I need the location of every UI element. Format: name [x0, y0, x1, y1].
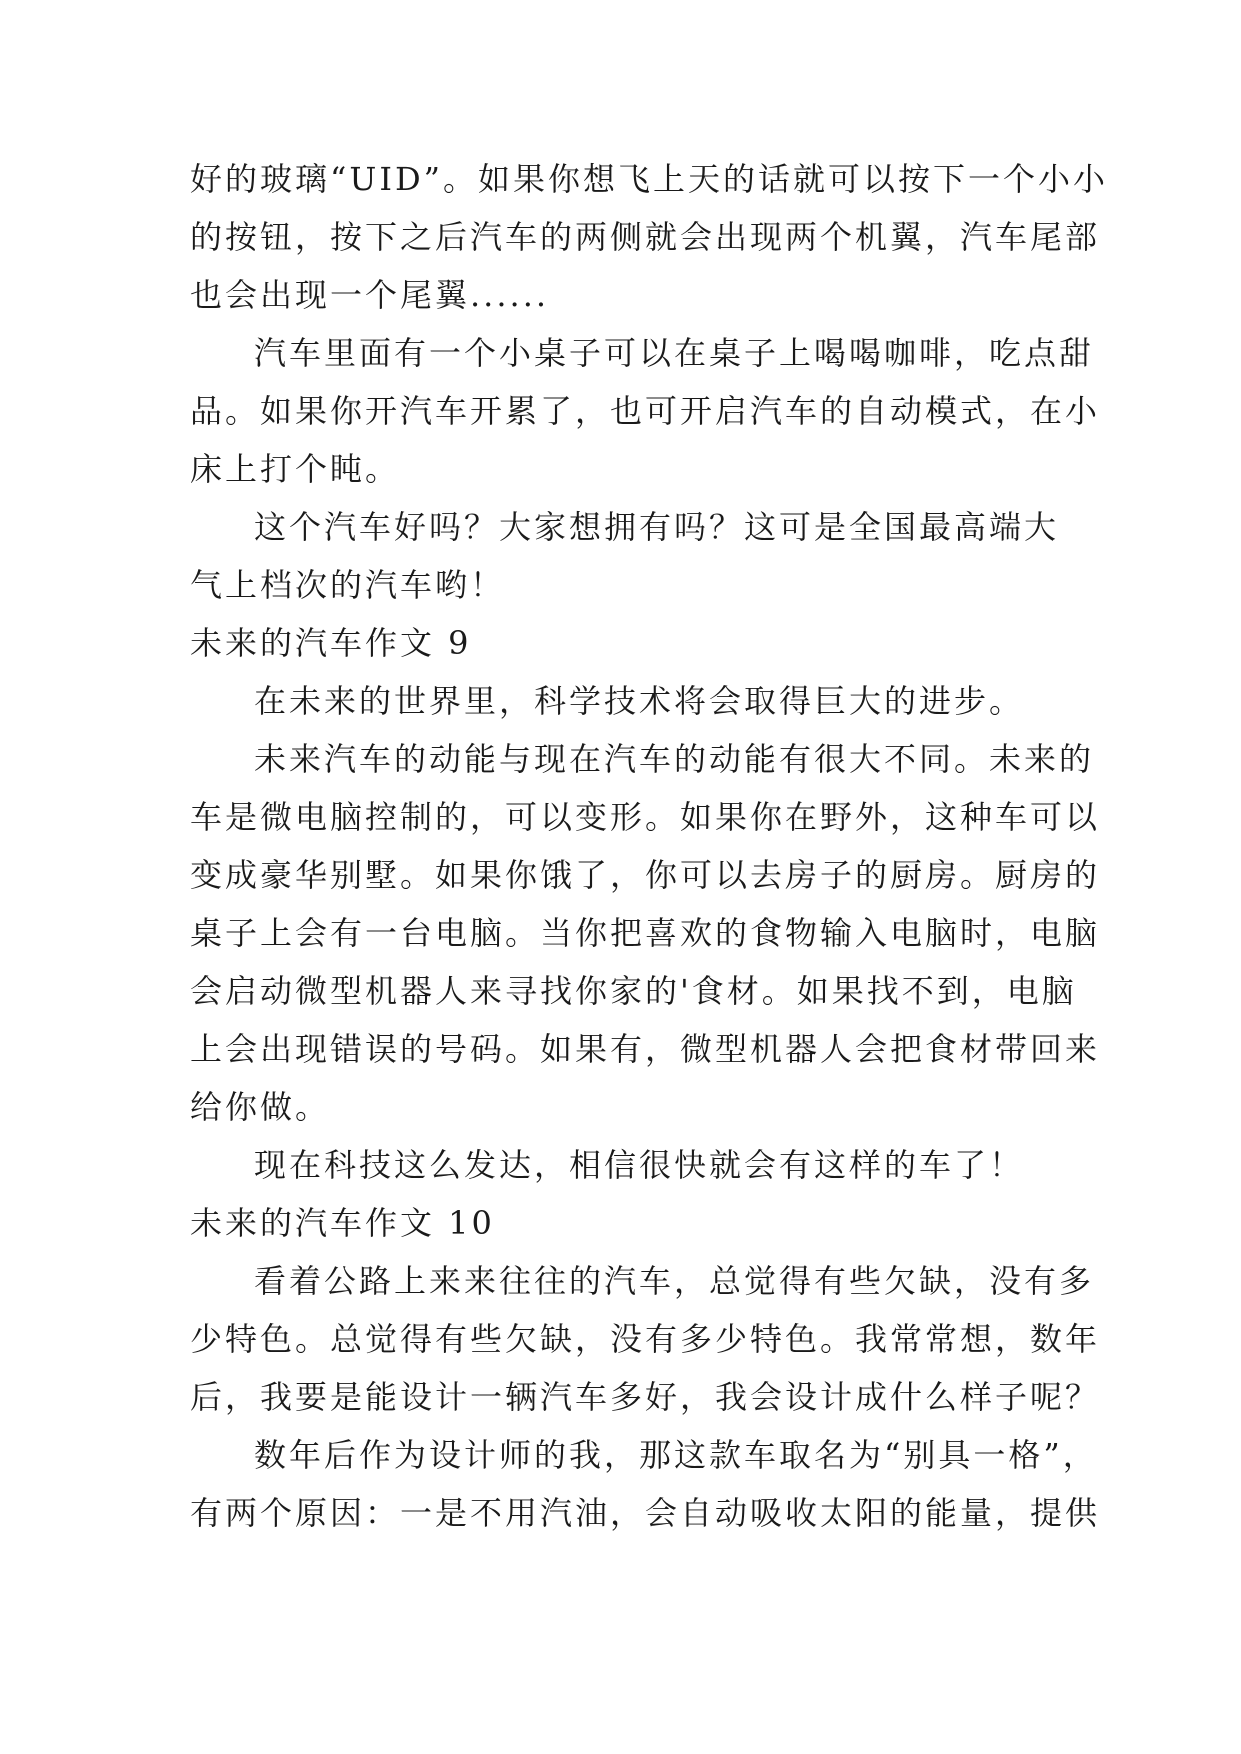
- paragraph-first-line: 未来汽车的动能与现在汽车的动能有很大不同。未来的: [254, 740, 1095, 778]
- text-line: 有两个原因：一是不用汽油，会自动吸收太阳的能量，提供: [190, 1494, 1101, 1532]
- text-line: 变成豪华别墅。如果你饿了，你可以去房子的厨房。厨房的: [190, 856, 1101, 894]
- text-line: 气上档次的汽车哟！: [190, 566, 506, 604]
- text-line: 桌子上会有一台电脑。当你把喜欢的食物输入电脑时，电脑: [190, 914, 1101, 952]
- text-line: 少特色。总觉得有些欠缺，没有多少特色。我常常想，数年: [190, 1320, 1101, 1358]
- text-line: 会启动微型机器人来寻找你家的'食材。如果找不到，电脑: [190, 972, 1077, 1010]
- text-line: 床上打个盹。: [190, 450, 401, 488]
- document-page: [190, 150, 1108, 1542]
- text-line: 给你做。: [190, 1088, 331, 1126]
- text-line: 上会出现错误的号码。如果有，微型机器人会把食材带回来: [190, 1030, 1101, 1068]
- text-line: 品。如果你开汽车开累了，也可开启汽车的自动模式，在小: [190, 392, 1101, 430]
- text-line: 后，我要是能设计一辆汽车多好，我会设计成什么样子呢？: [190, 1378, 1101, 1416]
- section-heading: 未来的汽车作文 10: [190, 1204, 495, 1242]
- text-line: 也会出现一个尾翼......: [190, 276, 550, 314]
- text-line: 好的玻璃“UID”。如果你想飞上天的话就可以按下一个小小: [190, 160, 1108, 198]
- paragraph-first-line: 这个汽车好吗？大家想拥有吗？这可是全国最高端大: [254, 508, 1060, 546]
- paragraph-first-line: 现在科技这么发达，相信很快就会有这样的车了！: [254, 1146, 1025, 1184]
- paragraph-first-line: 汽车里面有一个小桌子可以在桌子上喝喝咖啡，吃点甜: [254, 334, 1095, 372]
- text-line: 的按钮，按下之后汽车的两侧就会出现两个机翼，汽车尾部: [190, 218, 1101, 256]
- text-line: 车是微电脑控制的，可以变形。如果你在野外，这种车可以: [190, 798, 1101, 836]
- section-heading: 未来的汽车作文 9: [190, 624, 472, 662]
- paragraph-first-line: 数年后作为设计师的我，那这款车取名为“别具一格”，: [254, 1436, 1098, 1474]
- paragraph-first-line: 看着公路上来来往往的汽车，总觉得有些欠缺，没有多: [254, 1262, 1095, 1300]
- paragraph-first-line: 在未来的世界里，科学技术将会取得巨大的进步。: [254, 682, 1025, 720]
